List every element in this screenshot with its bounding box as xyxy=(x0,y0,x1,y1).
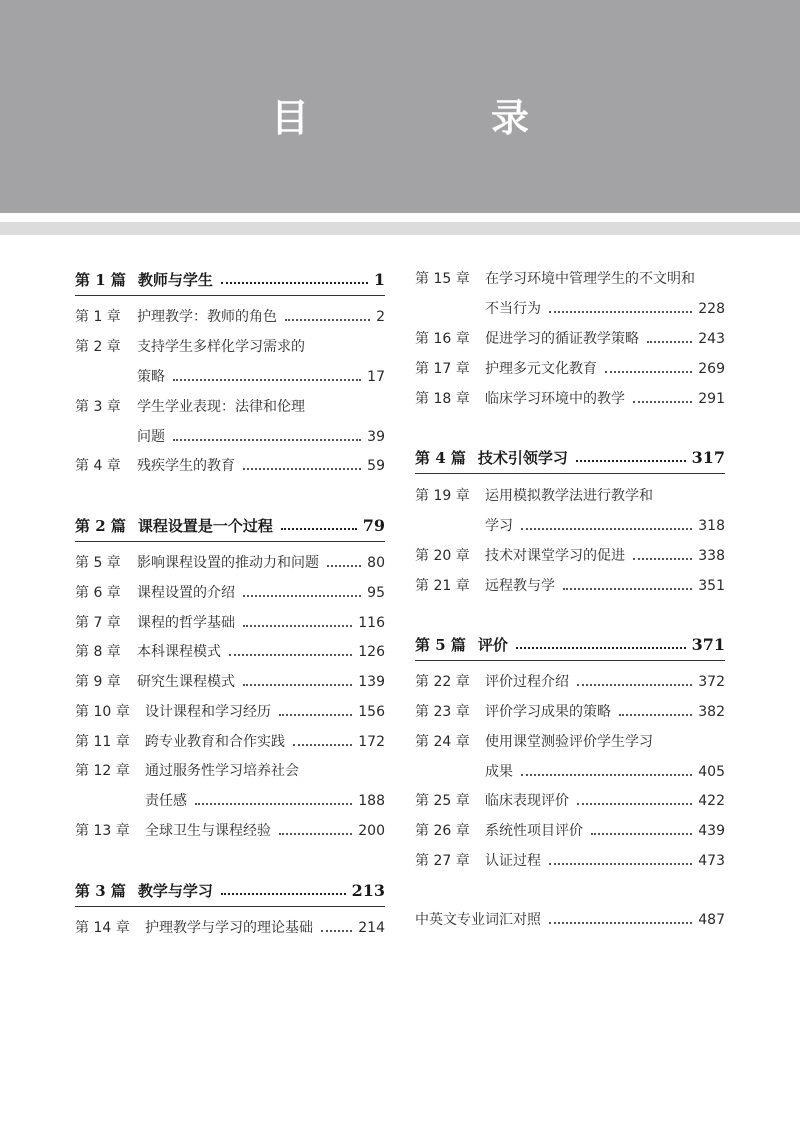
leader-dots xyxy=(563,588,692,590)
toc-page-number: 338 xyxy=(698,548,725,564)
toc-number: 第 2 篇 xyxy=(75,517,126,535)
toc-entry-row[interactable] xyxy=(415,905,725,935)
toc-number: 第 15 章 xyxy=(415,271,470,287)
toc-entry-row[interactable] xyxy=(75,548,385,578)
toc-entry-row[interactable] xyxy=(75,392,385,422)
divider-strip xyxy=(0,222,800,235)
toc-entry-row[interactable] xyxy=(75,727,385,757)
leader-dots xyxy=(577,803,692,805)
leader-dots xyxy=(285,319,370,321)
toc-title: 支持学生多样化学习需求的 xyxy=(137,339,305,355)
toc-number: 第 25 章 xyxy=(415,793,470,809)
toc-page-number: 17 xyxy=(367,369,385,385)
toc-page-number: 318 xyxy=(698,518,725,534)
toc-entry-row[interactable] xyxy=(75,697,385,727)
toc-entry-row[interactable] xyxy=(415,757,725,787)
toc-number: 第 26 章 xyxy=(415,823,470,839)
toc-entry-row[interactable] xyxy=(75,332,385,362)
leader-dots xyxy=(549,922,692,924)
leader-dots xyxy=(577,684,692,686)
toc-number: 第 27 章 xyxy=(415,853,470,869)
toc-page-number: 59 xyxy=(367,458,385,474)
toc-page-number: 80 xyxy=(367,555,385,571)
toc-title: 技术引领学习 xyxy=(477,449,568,467)
toc-entry-row[interactable] xyxy=(75,362,385,392)
toc-page-number: 372 xyxy=(698,674,725,690)
leader-dots xyxy=(327,565,361,567)
toc-number: 第 23 章 xyxy=(415,704,470,720)
toc-number: 第 3 篇 xyxy=(75,882,126,900)
toc-title: 中英文专业词汇对照 xyxy=(415,912,541,928)
toc-page-number: 39 xyxy=(367,429,385,445)
leader-dots xyxy=(521,774,692,776)
toc-page-number: 116 xyxy=(358,615,385,631)
toc-entry-row[interactable] xyxy=(75,816,385,846)
toc-title: 全球卫生与课程经验 xyxy=(145,823,271,839)
leader-dots xyxy=(549,311,692,313)
toc-number: 第 22 章 xyxy=(415,674,470,690)
leader-dots xyxy=(647,341,692,343)
toc-entry-row[interactable] xyxy=(75,786,385,816)
toc-entry-row[interactable] xyxy=(415,571,725,601)
toc-number: 第 11 章 xyxy=(75,734,130,750)
toc-title: 学生学业表现：法律和伦理 xyxy=(137,399,305,415)
toc-entry-row[interactable] xyxy=(75,637,385,667)
toc-entry-row[interactable] xyxy=(75,608,385,638)
leader-dots xyxy=(243,595,361,597)
toc-page-number: 188 xyxy=(358,793,385,809)
toc-page-number: 269 xyxy=(698,361,725,377)
toc-title: 课程的哲学基础 xyxy=(137,615,235,631)
toc-entry-row[interactable] xyxy=(415,667,725,697)
toc-page-number: 200 xyxy=(358,823,385,839)
toc-title: 跨专业教育和合作实践 xyxy=(145,734,285,750)
toc-entry-row[interactable] xyxy=(75,913,385,943)
toc-title: 使用课堂测验评价学生学习 xyxy=(485,734,653,750)
toc-entry-row[interactable] xyxy=(75,302,385,332)
toc-title: 认证过程 xyxy=(485,853,541,869)
toc-page-number: 351 xyxy=(698,578,725,594)
toc-title: 运用模拟教学法进行教学和 xyxy=(485,488,653,504)
toc-number: 第 13 章 xyxy=(75,823,130,839)
toc-number: 第 21 章 xyxy=(415,578,470,594)
toc-title: 成果 xyxy=(485,764,513,780)
toc-title: 策略 xyxy=(137,369,165,385)
toc-title: 责任感 xyxy=(145,793,187,809)
toc-title: 问题 xyxy=(137,429,165,445)
toc-title: 护理教学：教师的角色 xyxy=(137,309,277,325)
toc-number: 第 1 篇 xyxy=(75,271,126,289)
toc-number: 第 9 章 xyxy=(75,674,121,690)
leader-dots xyxy=(173,439,361,441)
toc-number: 第 14 章 xyxy=(75,920,130,936)
toc-part-row[interactable] xyxy=(415,630,725,661)
leader-dots xyxy=(591,833,692,835)
toc-title: 护理教学与学习的理论基础 xyxy=(145,920,313,936)
toc-entry-row[interactable] xyxy=(415,541,725,571)
leader-dots xyxy=(293,744,352,746)
leader-dots xyxy=(576,460,686,462)
toc-title: 促进学习的循证教学策略 xyxy=(485,331,639,347)
toc-page-number: 95 xyxy=(367,585,385,601)
toc-entry-row[interactable] xyxy=(75,451,385,481)
toc-title: 不当行为 xyxy=(485,301,541,317)
toc-entry-row[interactable] xyxy=(415,786,725,816)
toc-number: 第 19 章 xyxy=(415,488,470,504)
toc-page-number: 228 xyxy=(698,301,725,317)
leader-dots xyxy=(549,863,692,865)
toc-page-number: 382 xyxy=(698,704,725,720)
toc-entry-row[interactable] xyxy=(75,756,385,786)
toc-title: 评价过程介绍 xyxy=(485,674,569,690)
leader-dots xyxy=(243,684,352,686)
toc-page-number: 1 xyxy=(373,270,385,289)
toc-number: 第 16 章 xyxy=(415,331,470,347)
toc-number: 第 8 章 xyxy=(75,644,121,660)
header-banner xyxy=(0,0,800,213)
toc-number: 第 7 章 xyxy=(75,615,121,631)
toc-page-number: 291 xyxy=(698,391,725,407)
toc-entry-row[interactable] xyxy=(415,697,725,727)
toc-title: 本科课程模式 xyxy=(137,644,221,660)
toc-page-number: 317 xyxy=(691,448,725,467)
toc-number: 第 12 章 xyxy=(75,763,130,779)
toc-title: 教学与学习 xyxy=(137,882,213,900)
toc-number: 第 5 章 xyxy=(75,555,121,571)
toc-entry-row[interactable] xyxy=(415,481,725,511)
toc-number: 第 1 章 xyxy=(75,309,121,325)
leader-dots xyxy=(221,282,368,284)
toc-title: 系统性项目评价 xyxy=(485,823,583,839)
toc-title: 通过服务性学习培养社会 xyxy=(145,763,299,779)
toc-title: 护理多元文化教育 xyxy=(485,361,597,377)
toc-title: 教师与学生 xyxy=(137,271,213,289)
toc-title: 技术对课堂学习的促进 xyxy=(485,548,625,564)
toc-entry-row[interactable] xyxy=(75,578,385,608)
toc-page-number: 405 xyxy=(698,764,725,780)
toc-page-number: 439 xyxy=(698,823,725,839)
leader-dots xyxy=(619,714,692,716)
leader-dots xyxy=(521,528,692,530)
toc-page-number: 156 xyxy=(358,704,385,720)
leader-dots xyxy=(633,558,692,560)
toc-page-number: 139 xyxy=(358,674,385,690)
toc-title: 研究生课程模式 xyxy=(137,674,235,690)
toc-part-row[interactable] xyxy=(75,876,385,907)
toc-page-number: 243 xyxy=(698,331,725,347)
toc-title: 临床表现评价 xyxy=(485,793,569,809)
leader-dots xyxy=(281,528,357,530)
toc-page-number: 172 xyxy=(358,734,385,750)
toc-entry-row[interactable] xyxy=(415,816,725,846)
toc-number: 第 5 篇 xyxy=(415,636,466,654)
toc-number: 第 20 章 xyxy=(415,548,470,564)
toc-entry-row[interactable] xyxy=(415,354,725,384)
toc-entry-row[interactable] xyxy=(415,511,725,541)
toc-number: 第 10 章 xyxy=(75,704,130,720)
leader-dots xyxy=(279,714,352,716)
toc-number: 第 4 章 xyxy=(75,458,121,474)
leader-dots xyxy=(173,379,361,381)
toc-number: 第 3 章 xyxy=(75,399,121,415)
toc-entry-row[interactable] xyxy=(415,846,725,876)
toc-entry-row[interactable] xyxy=(415,384,725,414)
toc-page-number: 2 xyxy=(376,309,385,325)
toc-number: 第 2 章 xyxy=(75,339,121,355)
toc-entry-row[interactable] xyxy=(415,727,725,757)
toc-title: 在学习环境中管理学生的不文明和 xyxy=(485,271,695,287)
toc-entry-row[interactable] xyxy=(415,264,725,294)
page-title: 目 录 xyxy=(270,96,601,140)
toc-entry-row[interactable] xyxy=(415,294,725,324)
toc-number: 第 6 章 xyxy=(75,585,121,601)
toc-page-number: 371 xyxy=(691,635,725,654)
toc-number: 第 24 章 xyxy=(415,734,470,750)
toc-page-number: 214 xyxy=(358,920,385,936)
toc-page-number: 422 xyxy=(698,793,725,809)
leader-dots xyxy=(229,654,352,656)
toc-entry-row[interactable] xyxy=(75,667,385,697)
toc-title: 评价 xyxy=(477,636,508,654)
toc-title: 远程教与学 xyxy=(485,578,555,594)
toc-title: 残疾学生的教育 xyxy=(137,458,235,474)
toc-title: 学习 xyxy=(485,518,513,534)
toc-part-row[interactable] xyxy=(75,511,385,542)
toc-number: 第 4 篇 xyxy=(415,449,466,467)
leader-dots xyxy=(221,893,346,895)
leader-dots xyxy=(279,833,352,835)
toc-title: 设计课程和学习经历 xyxy=(145,704,271,720)
toc-title: 课程设置是一个过程 xyxy=(137,517,273,535)
toc-entry-row[interactable] xyxy=(75,422,385,452)
toc-page-number: 473 xyxy=(698,853,725,869)
toc-page-number: 79 xyxy=(362,516,385,535)
toc-title: 临床学习环境中的教学 xyxy=(485,391,625,407)
toc-entry-row[interactable] xyxy=(415,324,725,354)
toc-number: 第 17 章 xyxy=(415,361,470,377)
toc-page-number: 487 xyxy=(698,912,725,928)
leader-dots xyxy=(243,468,361,470)
toc-title: 评价学习成果的策略 xyxy=(485,704,611,720)
toc-page-number: 126 xyxy=(358,644,385,660)
toc-part-row[interactable] xyxy=(75,265,385,296)
leader-dots xyxy=(516,647,686,649)
leader-dots xyxy=(195,803,352,805)
toc-page-number: 213 xyxy=(351,881,385,900)
leader-dots xyxy=(605,371,692,373)
toc-part-row[interactable] xyxy=(415,443,725,474)
leader-dots xyxy=(321,930,352,932)
toc-title: 影响课程设置的推动力和问题 xyxy=(137,555,319,571)
toc-title: 课程设置的介绍 xyxy=(137,585,235,601)
leader-dots xyxy=(243,625,352,627)
leader-dots xyxy=(633,401,692,403)
toc-number: 第 18 章 xyxy=(415,391,470,407)
